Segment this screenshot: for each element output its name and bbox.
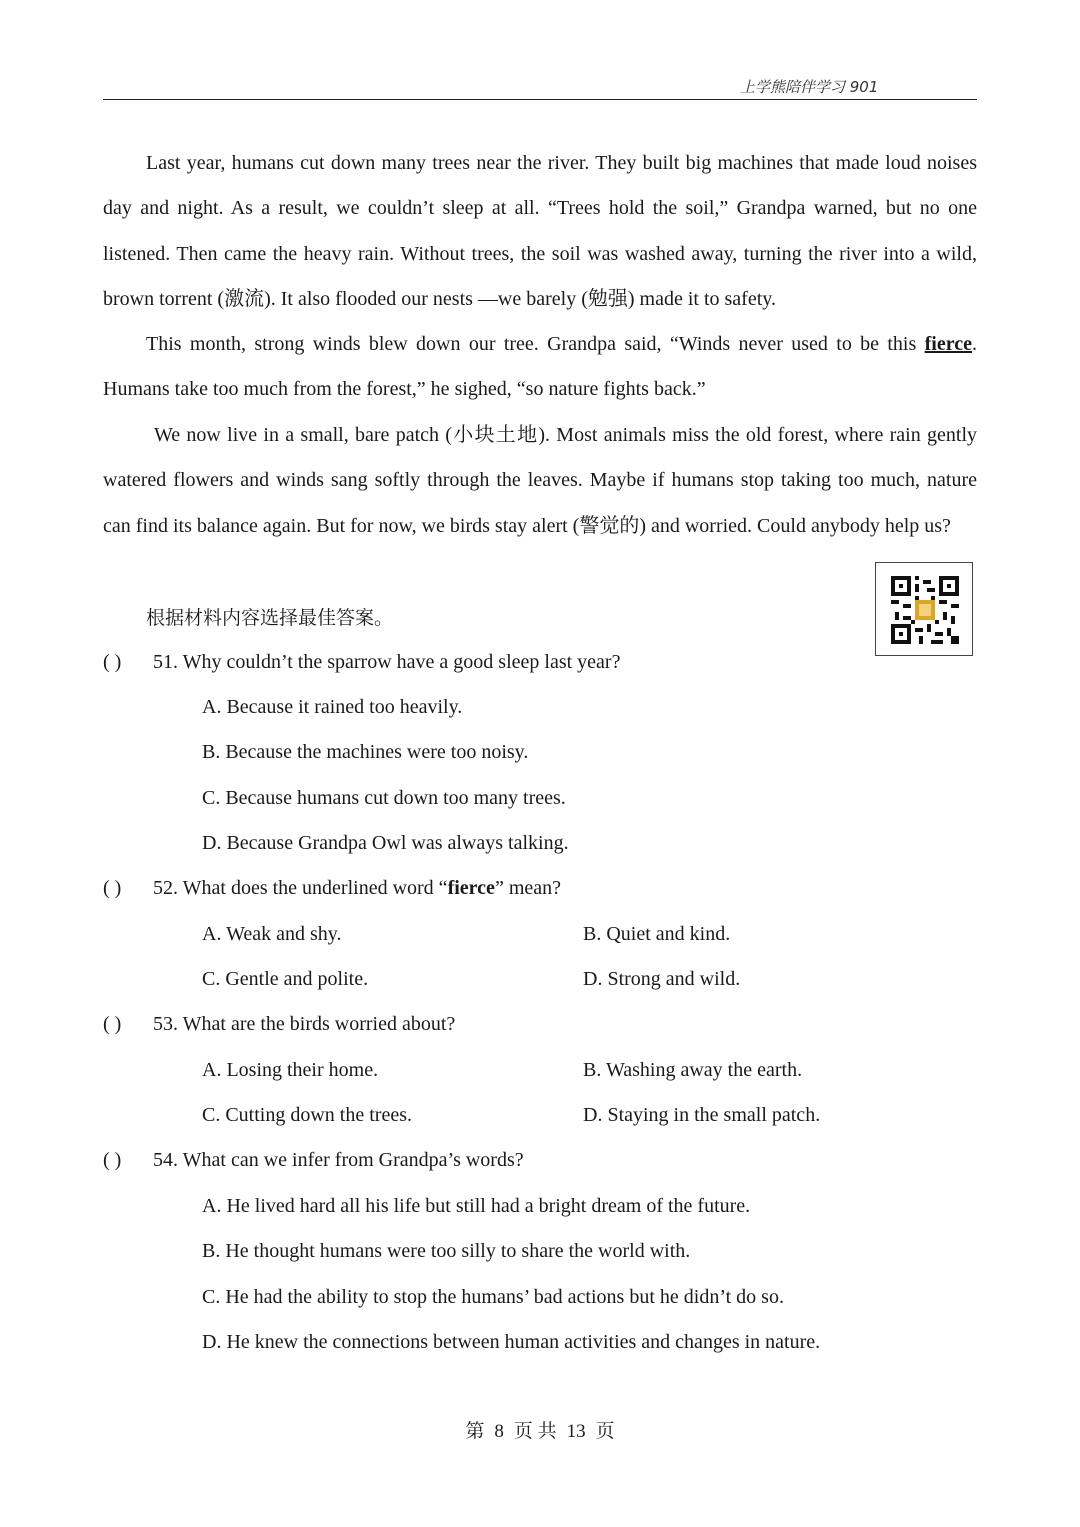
q51-option-d: D. Because Grandpa Owl was always talking.: [202, 832, 569, 854]
question-52-bold-word: fierce: [447, 877, 495, 899]
footer-page-number: 8: [494, 1421, 504, 1442]
answer-blank-52[interactable]: ( ): [103, 877, 122, 899]
question-51-text: 51. Why couldn’t the sparrow have a good sleep last year?: [153, 651, 621, 673]
question-52: [103, 866, 561, 911]
answer-blank-53[interactable]: ( ): [103, 1013, 122, 1035]
q52-option-a: A. Weak and shy.: [202, 923, 342, 945]
q51-option-a: A. Because it rained too heavily.: [202, 696, 463, 718]
q54-option-b: B. He thought humans were too silly to share the world with.: [202, 1240, 691, 1262]
paragraph-2-before: This month, strong winds blew down our tree. Grandpa said, “Winds never used to be this: [146, 333, 925, 355]
passage-paragraph-3: We now live in a small, bare patch (小块土地). Most animals miss the old forest, where rain gently watered flowers and winds sang softly through the leaves. Maybe if humans stop taking too much, nature can find its balance again. But for now, we birds stay alert (警觉的) and worried. Could anybody help us?: [103, 424, 977, 537]
q54-option-c: C. He had the ability to stop the humans’ bad actions but he didn’t do so.: [202, 1286, 784, 1308]
q53-option-a: A. Losing their home.: [202, 1059, 379, 1081]
passage-paragraph-1: Last year, humans cut down many trees near the river. They built big machines that made loud noises day and night. As a result, we couldn’t sleep at all. “Trees hold the soil,” Grandpa warned, but no one listened. Then came the heavy rain. Without trees, the soil was washed away, turning the river into a wild, brown torrent (激流). It also flooded our nests —we barely (勉强) made it to safety.: [103, 152, 977, 311]
page-footer: [0, 1416, 1080, 1448]
answer-blank-54[interactable]: ( ): [103, 1149, 122, 1171]
footer-prefix: 第: [465, 1421, 485, 1442]
underlined-word-fierce: fierce: [924, 333, 972, 355]
q51-option-b: B. Because the machines were too noisy.: [202, 741, 529, 763]
passage-paragraph-2: [103, 322, 977, 413]
header-rule: [103, 99, 977, 100]
q53-option-c: C. Cutting down the trees.: [202, 1104, 412, 1126]
q54-option-a: A. He lived hard all his life but still had a bright dream of the future.: [202, 1195, 751, 1217]
question-54-text: 54. What can we infer from Grandpa’s words?: [153, 1149, 524, 1171]
footer-middle: 页 共: [513, 1421, 557, 1442]
question-51: [103, 640, 620, 685]
paragraph-2-after: . Humans take too much from the forest,” he sighed, “so nature fights back.”: [103, 333, 977, 401]
q51-option-c: C. Because humans cut down too many trees.: [202, 787, 566, 809]
footer-total-pages: 13: [566, 1421, 586, 1442]
question-52-text-before: 52. What does the underlined word “: [153, 877, 448, 899]
q54-option-d: D. He knew the connections between human activities and changes in nature.: [202, 1331, 821, 1353]
qr-code-icon: [891, 576, 959, 644]
question-53-text: 53. What are the birds worried about?: [153, 1013, 456, 1035]
q53-option-b: B. Washing away the earth.: [583, 1059, 803, 1081]
question-53: [103, 1002, 455, 1047]
qr-code[interactable]: [875, 562, 973, 656]
question-52-text-after: ” mean?: [494, 877, 562, 899]
answer-blank-51[interactable]: ( ): [103, 651, 122, 673]
instruction-text: 根据材料内容选择最佳答案。: [146, 607, 394, 629]
q52-option-c: C. Gentle and polite.: [202, 968, 369, 990]
q52-option-b: B. Quiet and kind.: [583, 923, 731, 945]
footer-suffix: 页: [595, 1421, 615, 1442]
question-54: [103, 1138, 524, 1183]
page-header-text: 上学熊陪伴学习 901: [740, 78, 879, 96]
q53-option-d: D. Staying in the small patch.: [583, 1104, 821, 1126]
q52-option-d: D. Strong and wild.: [583, 968, 741, 990]
